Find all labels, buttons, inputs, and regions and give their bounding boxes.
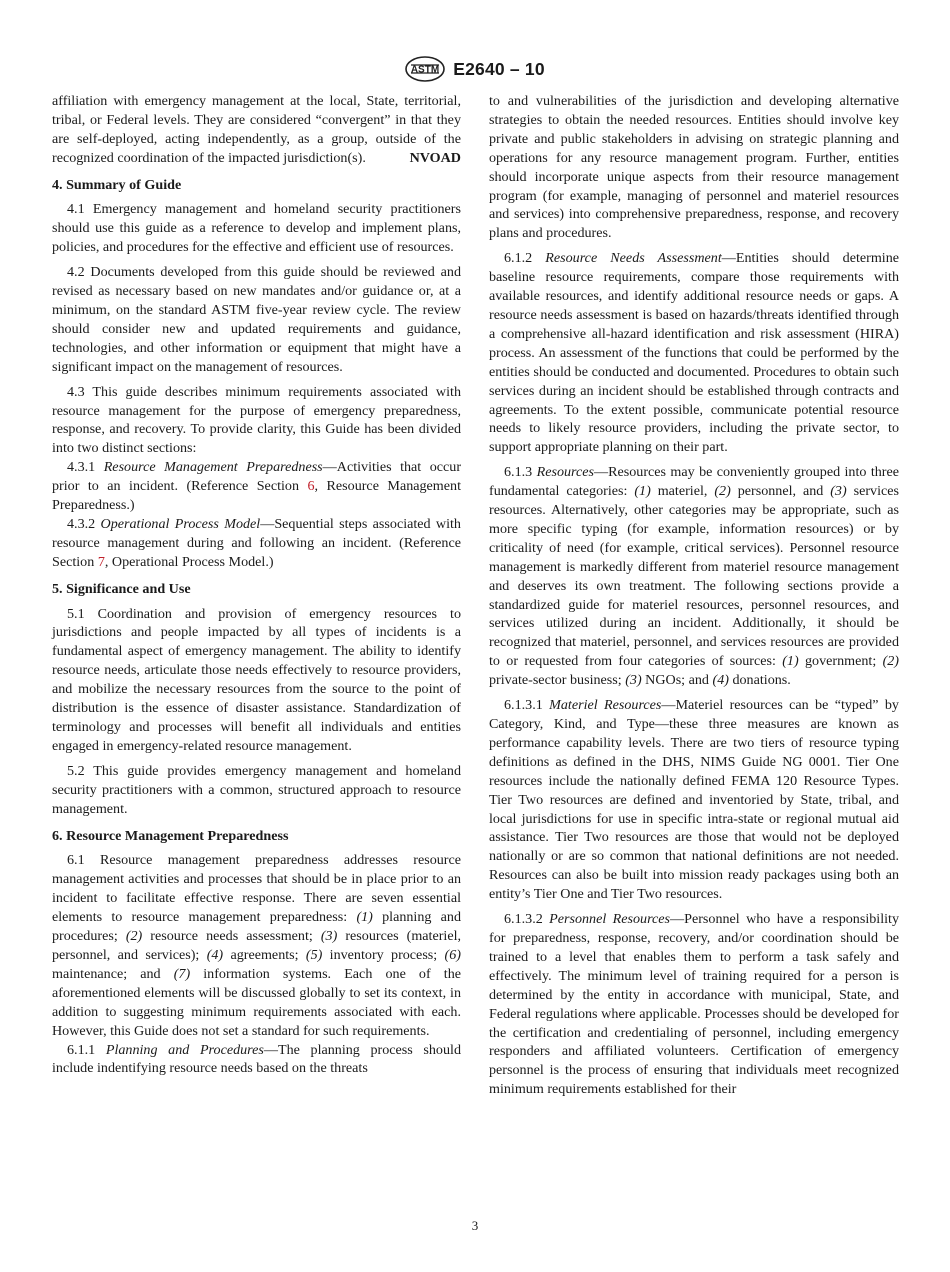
page-header <box>0 56 950 82</box>
source-label: NVOAD <box>409 149 461 166</box>
paragraph-4-3-1: 4.3.1 Resource Management Preparedness—Activities that occur prior to an incident. (Reference Section 6, Resource Management Preparedness.) <box>52 459 462 514</box>
section-6-heading: 6. Resource Management Preparedness <box>52 827 289 844</box>
astm-logo-icon <box>405 56 445 82</box>
page-number: 3 <box>471 1218 479 1233</box>
right-column <box>489 92 899 1105</box>
paragraph-5-1: 5.1 Coordination and provision of emergency resources to jurisdictions and people impacted by all types of incidents is a fundamental aspect of emergency management. The ability to identify resource needs, articulate those needs effectively to resource providers, and mobilize the necessary resources from the source to the point of distribution is the essence of disaster assistance. Standardization of terminology and processes will benefit all individuals and entities engaged in emergency-related resource management. <box>52 605 461 754</box>
paragraph-4-3: 4.3 This guide describes minimum requirements associated with resource management for the purpose of emergency preparedness, response, and recovery. To provide clarity, this Guide has been divided into two distinct sections: <box>52 383 461 457</box>
paragraph-6-1-3: 6.1.3 Resources—Resources may be conveniently grouped into three fundamental categories: (1) materiel, (2) personnel, and (3) services resources. Alternatively, other categories may be appropriate, such as more specific typing (for example, information resources) or by criticality of need (for example, critical services). Personnel resource management is markedly different from materiel resource management and deserves its own treatment. The following sections provide a standardized guide for materiel resources, personnel resources, and services utilized during an incident. Additionally, it should be recognized that materiel, personnel, and services resources are provided to or requested from four categories of sources: (1) government; (2) private-sector business; (3) NGOs; and (4) donations. <box>489 464 900 689</box>
section-4-heading: 4. Summary of Guide <box>52 176 182 193</box>
paragraph-6-1-3-1: 6.1.3.1 Materiel Resources—Materiel resources can be “typed” by Category, Kind, and Type—these three measures are known as performance capability levels. There are two tiers of resource typing definitions as defined in the DHS, NIMS Guide NG 0001. Tier One resources include the nationally defined FEMA 120 Resource Types. Tier Two resources are defined and inventoried by State, tribal, and local jurisdictions for use in specific intra-state or regional mutual aid assistance. Tier Two resources are those that would not be deployed nationally or are so common that national definitions are not needed. Resources can also be built into mission ready packages using both an entity’s Tier One and Tier Two resources. <box>489 697 899 903</box>
paragraph-6-1: 6.1 Resource management preparedness addresses resource management activities and processes that should be in place prior to an incident to facilitate effective response. There are seven essential elements to resource management preparedness: (1) planning and procedures; (2) resource needs assessment; (3) resources (materiel, personnel, and services); (4) agreements; (5) inventory process; (6) maintenance; and (7) information systems. Each one of the aforementioned elements will be discussed globally to set its context, in addition to suggesting minimum requirements associated with each. However, this Guide does not set a standard for such requirements. <box>52 852 462 1039</box>
paragraph-4-2: 4.2 Documents developed from this guide should be reviewed and revised as necessary based on new mandates and/or guidance or, at a minimum, on the standard ASTM five-year review cycle. The review should consider new and updated requirements and guidance, technologies, and other information or equipment that might have a significant impact on the management of resources. <box>52 264 461 375</box>
paragraph-5-2: 5.2 This guide provides emergency management and homeland security practitioners with a common, structured approach to resource management. <box>52 762 461 817</box>
paragraph-6-1-1: 6.1.1 Planning and Procedures—The planning process should include indentifying resource needs based on the threats <box>52 1041 461 1077</box>
paragraph-6-1-3-2: 6.1.3.2 Personnel Resources—Personnel who have a responsibility for preparedness, response, recovery, and/or coordination should be trained to a level that enables them to perform a task safely and effectively. The minimum level of training required for a person is determined by the entity in accordance with municipal, State, and Federal regulations where applicable. Processes should be developed for the certification and credentialing of personnel, including emergency responders and affiliated volunteers. Certification of emergency personnel is the process of ensuring that individuals meet recognized minimum requirements established for their <box>489 911 899 1098</box>
paragraph-6-1-2: 6.1.2 Resource Needs Assessment—Entities should determine baseline resource requirements, compare those requirements with available resources, and identify additional resource needs or gaps. A resource needs assessment is based on hazards/threats identified through a comprehensive all-hazard identification and risk assessment (HIRA) process. An assessment of the functions that could be performed by the entities should be conducted and documented. Procedures to obtain such services during an incident should be established through contracts and agreements. To the extent possible, communicate potential resource needs to likely resource providers, including the private sector, to support appropriate planning on their part. <box>489 250 899 456</box>
svg-text:ASTM: ASTM <box>411 64 440 76</box>
paragraph-4-3-2: 4.3.2 Operational Process Model—Sequential steps associated with resource management during and following an incident. (Reference Section 7, Operational Process Model.) <box>52 515 461 570</box>
section-6-link[interactable]: 6 <box>307 478 315 495</box>
section-7-link[interactable]: 7 <box>97 553 105 570</box>
left-column <box>52 92 461 1084</box>
section-5-heading: 5. Significance and Use <box>52 580 191 597</box>
paragraph-4-1: 4.1 Emergency management and homeland security practitioners should use this guide as a reference to develop and implement plans, policies, and procedures for the effective and efficient use of resources. <box>52 201 461 256</box>
paragraph-affiliation: affiliation with emergency management at the local, State, territorial, tribal, or Federal levels. They are considered “convergent” in that they are self-deployed, acting independently, as a group, outside of the recognized coordination of the impacted jurisdiction(s). <box>52 93 461 166</box>
document-number: E2640 – 10 <box>453 58 545 79</box>
paragraph-6-1-1-continued: to and vulnerabilities of the jurisdiction and developing alternative strategies to obtain the needed resources. Entities should involve key private and public stakeholders in advising on strategic planning and operations for any resource management program. Further, entities should incorporate unique aspects from their resource management program (for example, managing of personnel and materiel resources and services) into comprehensive preparedness, response, and recovery plans and procedures. <box>489 93 899 242</box>
